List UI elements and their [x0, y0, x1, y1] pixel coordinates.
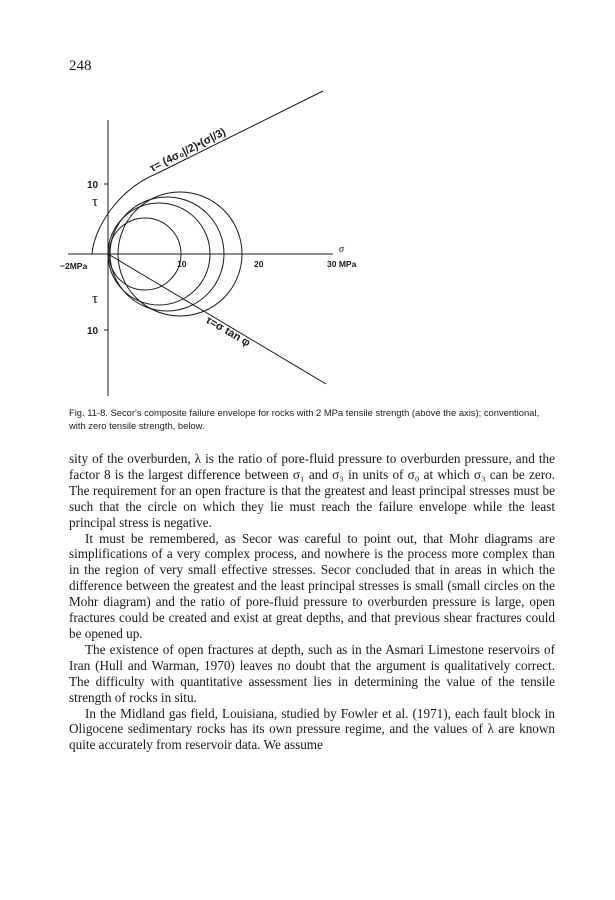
sigma-symbol: σ	[339, 244, 344, 255]
upper-envelope-label: τ= (4σ₀|/2)•(σ|/3)	[147, 126, 228, 175]
tick-label-neg2: −2MPa	[60, 261, 88, 271]
paragraph: sity of the overburden, λ is the ratio of pore-fluid pressure to overburden pressure, and the factor 8 is the largest difference between σ₁ and σ₃ in units of σ₀ at which σ₃ can be zero. The requirement for an open fracture is that the greatest and least principal stresses must be such that the circle on which they lie must reach the failure envelope while the least principal stress is negative.	[69, 451, 555, 530]
tau-symbol-lower: τ	[92, 291, 99, 307]
mohr-diagram	[0, 0, 615, 405]
lower-envelope-label: τ=σ tan φ	[203, 314, 253, 350]
tick-label-10-axis: 10	[177, 259, 187, 269]
paragraph: The existence of open fractures at depth, such as in the Asmari Limestone reservoirs of Iran (Hull and Warman, 1970) leaves no doubt that the argument is qualitatively correct. The difficulty with quantitative assessment lies in determining the value of the tensile strength of rocks in situ.	[69, 641, 555, 705]
tick-label-10-upper: 10	[87, 180, 99, 191]
paragraph: It must be remembered, as Secor was careful to point out, that Mohr diagrams are simplifications of a very complex process, and nowhere is the process more complex than in the region of very small effective stresses. Secor concluded that in areas in which the difference between the greatest and the least principal stresses is small (small circles on the Mohr diagram) and the ratio of pore-fluid pressure to overburden pressure is large, open fractures could be created and exist at great depths, and that previous shear fractures could be opened up.	[69, 530, 555, 641]
paragraph: In the Midland gas field, Louisiana, studied by Fowler et al. (1971), each fault block in Oligocene sedimentary rocks has its own pressure regime, and the values of λ are known quite accurately from reservoir data. We assume	[69, 705, 555, 753]
tick-label-10-lower: 10	[87, 326, 99, 337]
mohr-diagram-figure	[0, 0, 615, 405]
tick-label-20-axis: 20	[254, 259, 264, 269]
tau-symbol-upper: τ	[92, 194, 99, 210]
upper-failure-envelope	[92, 91, 323, 254]
figure-caption: Fig. 11-8. Secor's composite failure envelope for rocks with 2 MPa tensile strength (above the axis); conventional, with zero tensile strength, below.	[69, 407, 540, 431]
body-text	[69, 451, 555, 753]
page-number: 248	[69, 58, 92, 74]
tick-label-30-axis: 30 MPa	[327, 259, 357, 269]
